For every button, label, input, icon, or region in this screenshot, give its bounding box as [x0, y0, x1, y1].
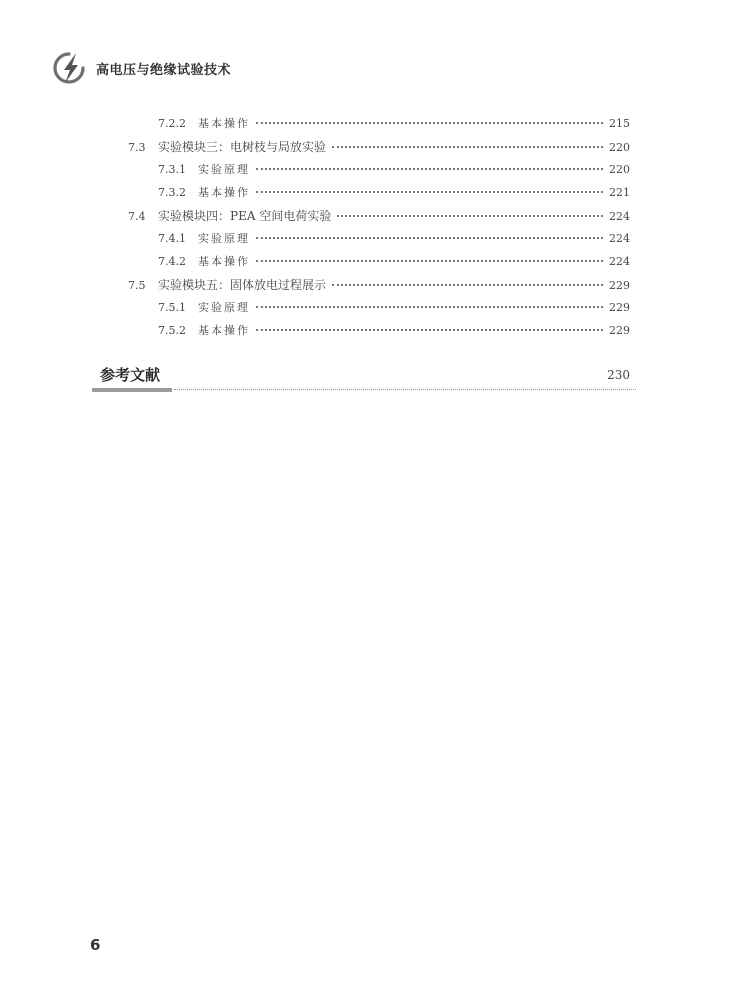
- toc-entry-7-5-2[interactable]: [158, 323, 630, 339]
- toc-entry-page: 229: [609, 301, 630, 314]
- toc-entry-title: 实验原理: [198, 232, 250, 245]
- toc-entry-title: 实验模块四：PEA 空间电荷实验: [158, 209, 332, 223]
- toc-entry-title: 实验原理: [198, 163, 250, 176]
- toc-entry-number: 7.4: [128, 210, 146, 223]
- dot-leader: [332, 146, 603, 148]
- toc-entry-title: 基本操作: [198, 117, 250, 130]
- toc-entry-title: 实验模块三：电树枝与局放实验: [158, 140, 327, 154]
- toc-entry-title: 基本操作: [198, 255, 250, 268]
- toc-entry-page: 224: [609, 255, 630, 268]
- references-title: 参考文献: [100, 366, 161, 384]
- toc-entry-page: 215: [609, 117, 630, 130]
- toc-entry-7-3-2[interactable]: [158, 185, 630, 201]
- toc-entry-number: 7.5.2: [158, 324, 186, 337]
- page-number: 6: [90, 936, 101, 954]
- toc-entry-7-4[interactable]: [128, 208, 630, 224]
- references-dotted-rule: [174, 389, 636, 390]
- references-entry[interactable]: [92, 364, 636, 394]
- dot-leader: [256, 168, 603, 170]
- references-page: 230: [607, 368, 630, 382]
- toc-entry-page: 221: [609, 186, 630, 199]
- toc-entry-page: 229: [609, 279, 630, 292]
- lightning-bolt-icon: [52, 51, 86, 85]
- toc-entry-7-5-1[interactable]: [158, 300, 630, 316]
- dot-leader: [256, 329, 603, 331]
- toc-entry-number: 7.3.1: [158, 163, 186, 176]
- toc-entry-title: 基本操作: [198, 186, 250, 199]
- toc-entry-number: 7.5.1: [158, 301, 186, 314]
- dot-leader: [256, 237, 603, 239]
- toc-entry-number: 7.4.2: [158, 255, 186, 268]
- dot-leader: [256, 306, 603, 308]
- book-title: 高电压与绝缘试验技术: [96, 62, 232, 78]
- toc-entry-number: 7.3: [128, 141, 146, 154]
- toc-entry-7-2-2[interactable]: [158, 116, 630, 132]
- toc-entry-7-4-2[interactable]: [158, 254, 630, 270]
- dot-leader: [332, 284, 603, 286]
- toc-entry-number: 7.2.2: [158, 117, 186, 130]
- toc-entry-title: 实验模块五：固体放电过程展示: [158, 278, 327, 292]
- toc-entry-number: 7.3.2: [158, 186, 186, 199]
- toc-entry-number: 7.5: [128, 279, 146, 292]
- dot-leader: [256, 260, 603, 262]
- references-underline-bar: [92, 388, 172, 392]
- toc-entry-page: 224: [609, 232, 630, 245]
- toc-entry-7-3[interactable]: [128, 139, 630, 155]
- dot-leader: [256, 122, 603, 124]
- toc-entry-page: 224: [609, 210, 630, 223]
- toc-entry-title: 实验原理: [198, 301, 250, 314]
- toc-entry-7-3-1[interactable]: [158, 162, 630, 178]
- toc-entry-page: 229: [609, 324, 630, 337]
- toc-entry-number: 7.4.1: [158, 232, 186, 245]
- dot-leader: [337, 215, 603, 217]
- running-header: [52, 50, 231, 86]
- toc-entry-title: 基本操作: [198, 324, 250, 337]
- toc-entry-page: 220: [609, 141, 630, 154]
- toc-entry-page: 220: [609, 163, 630, 176]
- toc-entry-7-5[interactable]: [128, 277, 630, 293]
- toc-entry-7-4-1[interactable]: [158, 231, 630, 247]
- dot-leader: [256, 191, 603, 193]
